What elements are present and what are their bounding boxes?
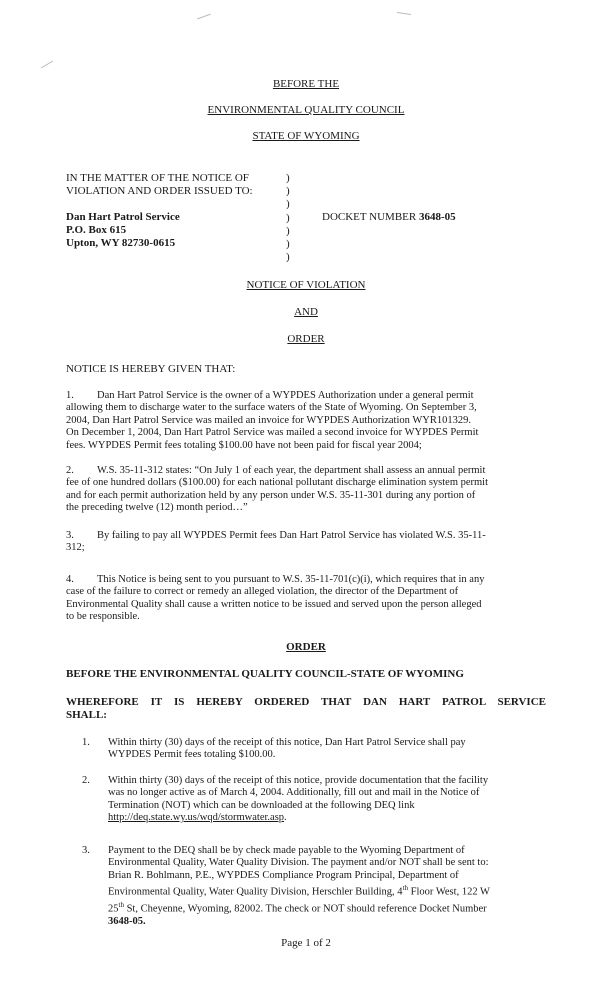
paragraph-line: case of the failure to correct or remedy an alleged violation, the director of the Department of	[66, 586, 459, 598]
header-before-the: BEFORE THE	[272, 78, 340, 90]
paragraph-number: 4.	[66, 574, 74, 585]
wherefore-line: WHEREFORE IT IS HEREBY ORDERED THAT DAN HART PATROL SERVICE	[66, 696, 546, 708]
order-item-line: Environmental Quality, Water Quality Division. The payment and/or NOT shall be sent to:	[108, 857, 489, 869]
paragraph-4	[66, 574, 546, 624]
ordinal-suffix: th	[402, 884, 409, 893]
docket-reference: 3648-05	[108, 916, 143, 928]
paragraph-line: the preceding twelve (12) month period…”	[66, 502, 248, 514]
bracket: )	[286, 185, 290, 198]
order-item-2	[108, 775, 546, 825]
order-item-line: Within thirty (30) days of the receipt of this notice, Dan Hart Patrol Service shall pay	[108, 737, 466, 748]
header-state: STATE OF WYOMING	[252, 130, 360, 142]
docket-label: DOCKET NUMBER	[322, 211, 417, 223]
line-text: St, Cheyenne, Wyoming, 82002. The check or NOT should reference Docket Number	[123, 903, 487, 915]
title-and: AND	[294, 306, 318, 318]
matter-line: IN THE MATTER OF THE NOTICE OF	[66, 172, 249, 184]
paragraph-line: Environmental Quality shall cause a written notice to be issued and served upon the person alleged	[66, 598, 482, 610]
paragraph-line: fee of one hundred dollars ($100.00) for each national pollutant discharge elimination system permit	[66, 477, 489, 489]
page-number: Page 1 of 2	[281, 937, 331, 949]
docket-number: 3648-05	[418, 211, 456, 223]
bracket: )	[286, 251, 290, 264]
bracket: )	[286, 224, 290, 237]
scan-mark	[41, 61, 54, 69]
bracket: )	[286, 198, 290, 211]
order-item-line	[108, 899, 546, 916]
link-suffix: .	[284, 812, 287, 824]
order-item-line: Brian R. Bohlmann, P.E., WYPDES Compliance Program Principal, Department of	[108, 869, 459, 881]
order-item-number: 1.	[82, 737, 90, 748]
header-council: ENVIRONMENTAL QUALITY COUNCIL	[207, 104, 405, 116]
order-item-line: was no longer active as of March 4, 2004. Additionally, fill out and mail in the Notice of	[108, 787, 480, 799]
ordinal-suffix: th	[118, 901, 124, 910]
caption-brackets	[286, 172, 290, 264]
party-block	[66, 211, 180, 250]
line-text: Floor West, 122 W	[408, 886, 490, 898]
paragraph-line: 312;	[66, 542, 85, 554]
order-item-line	[108, 882, 546, 899]
paragraph-number: 2.	[66, 465, 74, 476]
wherefore	[66, 696, 546, 722]
paragraph-1	[66, 390, 546, 452]
bracket: )	[286, 211, 290, 224]
paragraph-line: fees. WYPDES Permit fees totaling $100.00 have not been paid for fiscal year 2004;	[66, 439, 422, 451]
wherefore-line: SHALL:	[66, 709, 107, 721]
scan-mark	[197, 14, 210, 20]
paragraph-line: This Notice is being sent to you pursuant to W.S. 35-11-701(c)(i), which requires that in any	[97, 574, 485, 585]
party-address: P.O. Box 615	[66, 224, 127, 236]
paragraph-number: 3.	[66, 530, 74, 541]
docket	[322, 211, 456, 224]
intro-text: NOTICE IS HEREBY GIVEN THAT:	[66, 363, 236, 375]
paragraph-line: to be responsible.	[66, 611, 140, 623]
paragraph-2	[66, 465, 546, 515]
paragraph-line: 2004, Dan Hart Patrol Service was mailed an invoice for WYPDES Authorization WYR101329.	[66, 414, 471, 426]
title-order: ORDER	[287, 333, 325, 345]
order-item-3	[108, 845, 546, 928]
title-notice: NOTICE OF VIOLATION	[246, 279, 366, 291]
order-heading: ORDER	[286, 641, 326, 653]
scan-mark	[397, 12, 411, 15]
line-text: 25	[108, 903, 119, 915]
paragraph-line: On December 1, 2004, Dan Hart Patrol Service was mailed a second invoice for WYPDES Permit	[66, 427, 479, 439]
order-item-line: WYPDES Permit fees totaling $100.00.	[108, 749, 276, 761]
order-item-line: Payment to the DEQ shall be by check made payable to the Wyoming Department of	[108, 845, 465, 856]
deq-stormwater-link[interactable]: http://deq.state.wy.us/wqd/stormwater.asp	[108, 812, 285, 824]
paragraph-3	[66, 530, 546, 555]
order-item-line: Within thirty (30) days of the receipt of this notice, provide documentation that the facility	[108, 775, 489, 786]
party-city: Upton, WY 82730-0615	[66, 237, 176, 249]
bracket: )	[286, 238, 290, 251]
matter-text	[66, 172, 253, 198]
paragraph-line: By failing to pay all WYPDES Permit fees Dan Hart Patrol Service has violated W.S. 35-11-	[97, 530, 486, 541]
paragraph-number: 1.	[66, 390, 74, 401]
order-item-number: 2.	[82, 775, 90, 786]
line-text: Environmental Quality, Water Quality Division, Herschler Building, 4	[108, 886, 403, 898]
paragraph-line: W.S. 35-11-312 states: “On July 1 of each year, the department shall assess an annual permit	[97, 465, 486, 476]
order-item-number: 3.	[82, 845, 90, 856]
line-suffix: .	[143, 916, 146, 928]
matter-line: VIOLATION AND ORDER ISSUED TO:	[66, 185, 253, 197]
party-name: Dan Hart Patrol Service	[66, 211, 180, 223]
paragraph-line: and for each permit authorization held by any person under W.S. 35-11-301 during any portion of	[66, 489, 476, 501]
bracket: )	[286, 172, 290, 184]
order-item-line: Termination (NOT) which can be downloaded at the following DEQ link	[108, 799, 415, 811]
council-line: BEFORE THE ENVIRONMENTAL QUALITY COUNCIL-STATE OF WYOMING	[66, 668, 464, 680]
paragraph-line: allowing them to discharge water to the surface waters of the State of Wyoming. On September 3,	[66, 402, 477, 414]
order-item-1	[108, 737, 546, 762]
paragraph-line: Dan Hart Patrol Service is the owner of a WYPDES Authorization under a general permit	[97, 390, 474, 401]
